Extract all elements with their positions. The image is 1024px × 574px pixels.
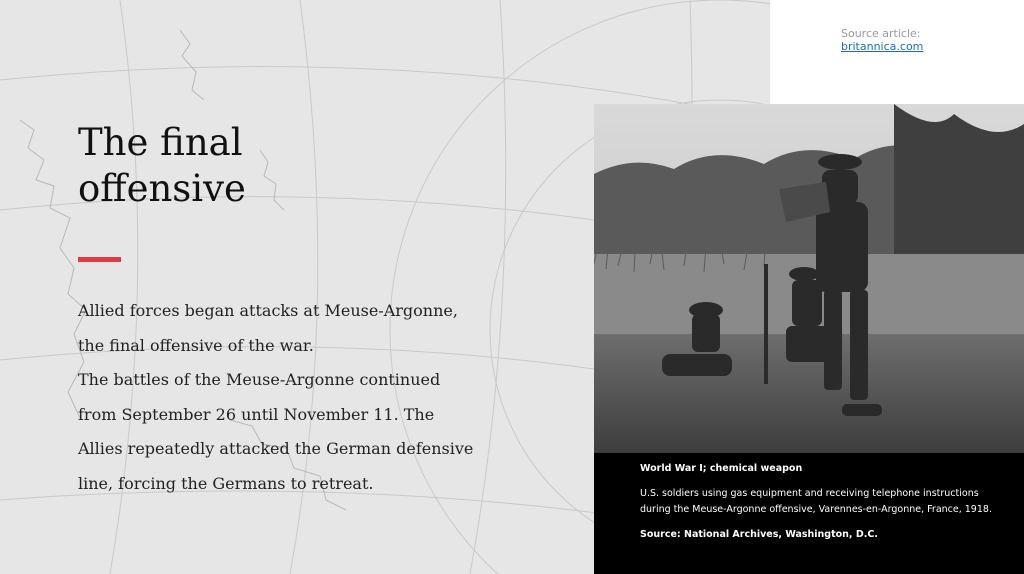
photo-caption (594, 453, 1024, 574)
title-line-1: The final (78, 121, 243, 164)
source-article (841, 27, 923, 53)
caption-title: World War I; chemical weapon (640, 463, 803, 474)
source-link[interactable]: britannica.com (841, 40, 924, 53)
historical-photo (594, 104, 1024, 453)
body-paragraph-2: The battles of the Meuse-Argonne continued (78, 370, 441, 389)
slide-title (78, 120, 398, 212)
body-paragraph-3: from September 26 until November 11. The Allies repeatedly attacked the German defensive line, forcing the Germans to retreat. (78, 404, 474, 493)
photo-illustration (594, 104, 1024, 453)
title-line-2: offensive (78, 167, 246, 210)
slide-body (78, 294, 483, 501)
source-label: Source article: (841, 27, 921, 40)
accent-bar (78, 257, 121, 262)
body-paragraph-1: Allied forces began attacks at Meuse-Argonne, the final offensive of the war. (78, 301, 458, 355)
caption-source: Source: National Archives, Washington, D.C. (640, 528, 878, 540)
caption-description: U.S. soldiers using gas equipment and receiving telephone instructions during the Meuse-Argonne offensive, Varennes-en-Argonne, France, 1918. (640, 487, 992, 515)
